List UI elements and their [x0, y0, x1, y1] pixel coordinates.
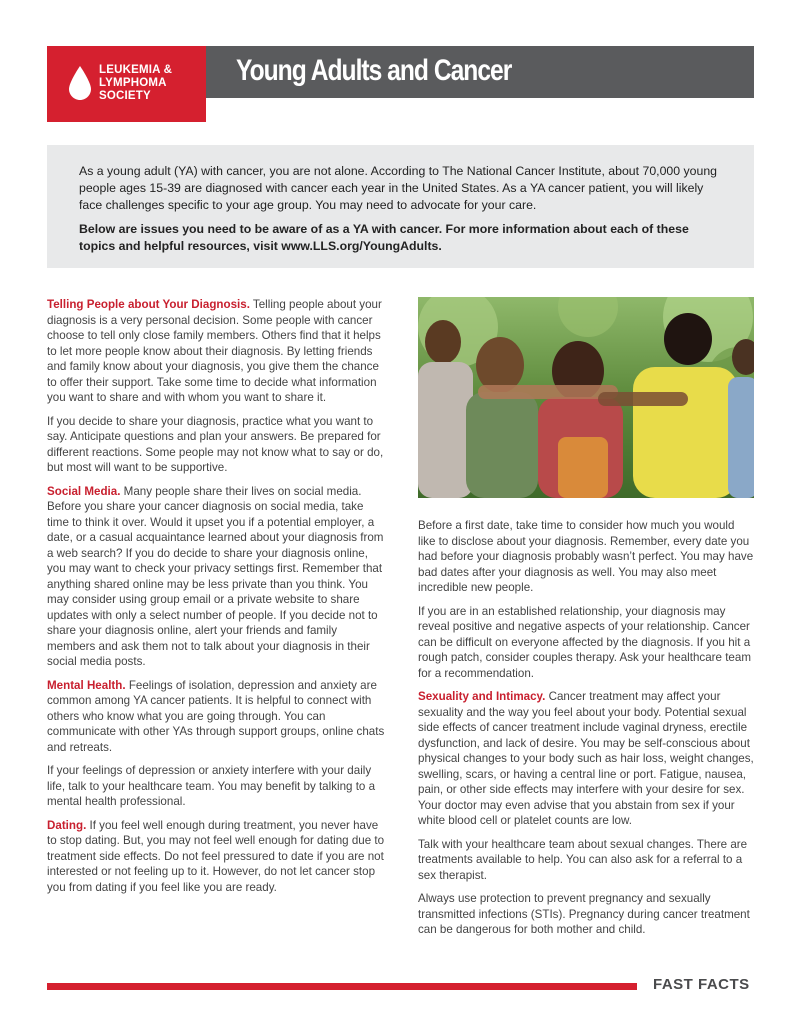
- left-column: [47, 297, 387, 903]
- intro-callout: Below are issues you need to be aware of as a YA with cancer. For more information about each of these topics and helpful resources, visit www.LLS.org/YoungAdults.: [79, 222, 689, 253]
- footer-rule: [47, 983, 637, 990]
- telling-paragraph-1: Telling People about Your Diagnosis. Telling people about your diagnosis is a very personal decision. Some people with cancer choose to tell only close family members. Others find that it helps to let more people know about their diagnosis. By letting friends and family know about your diagnosis, you give them the chance to offer their support. Take some time to decide what information you want to share and with whom you want to share it.: [47, 298, 382, 404]
- mental-paragraph-1: Mental Health. Feelings of isolation, depression and anxiety are common among YA cancer patients. It is helpful to connect with others who know what you are going through. You can communicate with other YAs through support groups, online chats and retreats.: [47, 678, 385, 754]
- social-paragraph: Social Media. Many people share their lives on social media. Before you share your cancer diagnosis on social media, take time to think it over. Would it upset you if a potential employer, a date, or a casual acquaintance learned about your diagnosis from a web search? If you do decide to share your diagnosis online, you may want to check your privacy settings first. Remember that anything shared online may be less private than you think. You may consider using group email or a private website to share updates with only a select number of people. If you decide not to share your diagnosis online, alert your friends and family members and ask them not to talk about your diagnosis in their social media posts.: [47, 484, 384, 668]
- section-heading-social: Social Media.: [47, 484, 121, 498]
- dating-paragraph-2: Before a first date, take time to consider how much you would like to disclose about your diagnosis. Remember, every date you had before your diagnosis probably wasn’t perfect. You may have bad dates after your diagnosis as well. You may also meet incredible new people.: [418, 519, 754, 594]
- mental-paragraph-2: If your feelings of depression or anxiety interfere with your daily life, talk to your healthcare team. You may benefit by talking to a mental health professional.: [47, 764, 376, 808]
- intro-box: [47, 145, 754, 268]
- young-adults-photo: [418, 297, 754, 498]
- dating-paragraph-3: If you are in an established relationship, your diagnosis may reveal positive and negative aspects of your relationship. Cancer can be difficult on everyone affected by the diagnosis. If you hit a rough patch, consider couples therapy. Ask your healthcare team for a recommendation.: [418, 604, 751, 680]
- section-heading-dating: Dating.: [47, 818, 87, 832]
- section-heading-sexuality: Sexuality and Intimacy.: [418, 690, 546, 703]
- section-heading-mental: Mental Health.: [47, 678, 126, 692]
- intro-paragraph: As a young adult (YA) with cancer, you are not alone. According to The National Cancer Institute, about 70,000 young people ages 15-39 are diagnosed with cancer each year in the United States. As a YA cancer patient, you will likely face challenges specific to your age group. You may need to advocate for your care.: [79, 164, 718, 212]
- footer-label: FAST FACTS: [653, 976, 750, 993]
- drop-icon: [69, 66, 91, 100]
- page-title: Young Adults and Cancer: [236, 54, 512, 87]
- sexuality-paragraph-1: Sexuality and Intimacy. Cancer treatment may affect your sexuality and the way you feel about your body. Potential sexual side effects of cancer treatment include vaginal dryness, erectile dysfunction, and lack of desire. You may be self-conscious about physical changes to your body such as hair loss, weight changes, swelling, scars, or having a central line or port. Fatigue, nausea, pain, or other side effects may interfere with your desire for sex. Your doctor may even advise that you abstain from sex if your white blood cell or platelet counts are low.: [418, 690, 754, 827]
- sexuality-paragraph-2: Talk with your healthcare team about sexual changes. There are treatments available to help. You can also ask for a referral to a sex therapist.: [418, 837, 748, 882]
- dating-paragraph-1: Dating. If you feel well enough during treatment, you never have to stop dating. But, you may not feel well enough for dating due to treatment side effects. Do not feel pressured to date if you are not interested or not feeling up to it. However, do not let cancer stop you from dating if you feel like you are ready.: [47, 818, 385, 894]
- telling-paragraph-2: If you decide to share your diagnosis, practice what you want to say. Anticipate questions and plan your answers. Be prepared for different reactions. Some people may not know what to say or do, but most will want to be supportive.: [47, 414, 384, 474]
- lls-logo: [47, 46, 206, 122]
- section-heading-telling: Telling People about Your Diagnosis.: [47, 298, 250, 311]
- right-column: [418, 518, 754, 946]
- logo-text: LEUKEMIA & LYMPHOMA SOCIETY: [99, 64, 173, 102]
- sexuality-paragraph-3: Always use protection to prevent pregnancy and sexually transmitted infections (STIs). Pregnancy during cancer treatment can be dangerous for both mother and child.: [418, 892, 750, 936]
